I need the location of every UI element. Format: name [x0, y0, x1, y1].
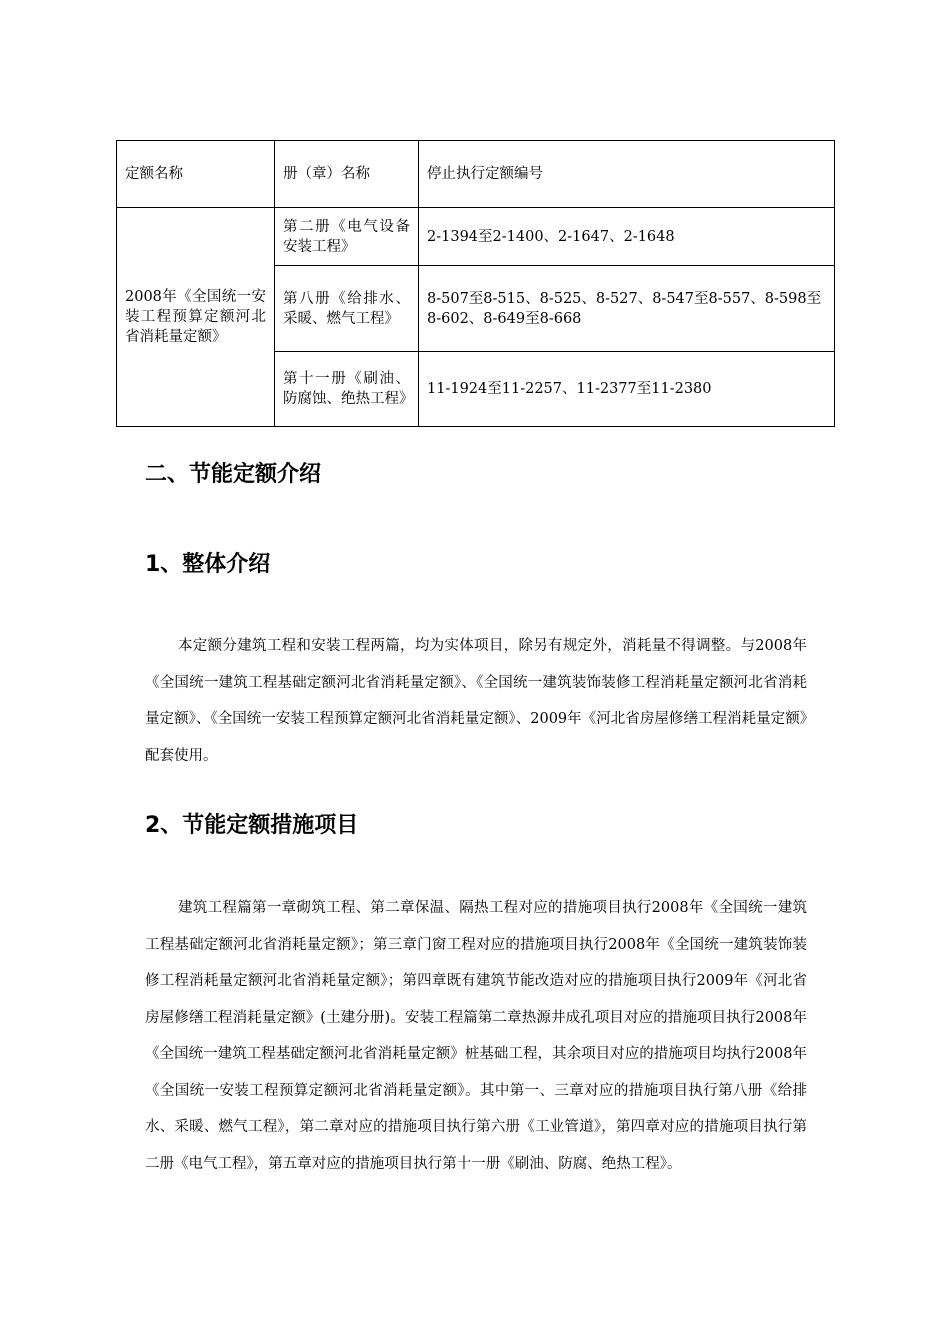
measures-paragraph: 建筑工程篇第一章砌筑工程、第二章保温、隔热工程对应的措施项目执行2008年《全国统一建筑工程基础定额河北省消耗量定额》；第三章门窗工程对应的措施项目执行2008年《全国统一建筑装饰装修工程消耗量定额河北省消耗量定额》；第四章既有建筑节能改造对应的措施项目执行2009年《河北省房屋修缮工程消耗量定额》(土建分册)。安装工程篇第二章热源井成孔项目对应的措施项目执行2008年《全国统一建筑工程基础定额河北省消耗量定额》桩基础工程，其余项目对应的措施项目均执行2008年《全国统一安装工程预算定额河北省消耗量定额》。其中第一、三章对应的措施项目执行第八册《给排水、采暖、燃气工程》，第二章对应的措施项目执行第六册《工业管道》，第四章对应的措施项目执行第二册《电气工程》，第五章对应的措施项目执行第十一册《刷油、防腐、绝热工程》。: [145, 900, 807, 1172]
volume-name: 第二册《电气设备安装工程》: [275, 208, 419, 266]
header-stopped-codes: 停止执行定额编号: [419, 141, 835, 208]
volume-name: 第十一册《刷油、防腐蚀、绝热工程》: [275, 352, 419, 427]
table-row: [117, 208, 835, 266]
quota-group-name: 2008年《全国统一安装工程预算定额河北省消耗量定额》: [117, 208, 275, 427]
header-volume-name: 册（章）名称: [275, 141, 419, 208]
stopped-quota-table: [116, 140, 835, 427]
volume-name: 第八册《给排水、采暖、燃气工程》: [275, 266, 419, 352]
stopped-codes: 11-1924至11-2257、11-2377至11-2380: [419, 352, 835, 427]
overview-paragraph: 本定额分建筑工程和安装工程两篇，均为实体项目，除另有规定外，消耗量不得调整。与2008年《全国统一建筑工程基础定额河北省消耗量定额》、《全国统一建筑装饰装修工程消耗量定额河北省消耗量定额》、《全国统一安装工程预算定额河北省消耗量定额》、2009年《河北省房屋修缮工程消耗量定额》配套使用。: [145, 638, 807, 764]
stopped-codes: 2-1394至2-1400、2-1647、2-1648: [419, 208, 835, 266]
table-header-row: [117, 141, 835, 208]
subsection-heading-overview: 1、整体介绍: [145, 552, 271, 577]
section-heading: 二、节能定额介绍: [145, 462, 322, 487]
header-quota-name: 定额名称: [117, 141, 275, 208]
stopped-codes: 8-507至8-515、8-525、8-527、8-547至8-557、8-598至8-602、8-649至8-668: [419, 266, 835, 352]
subsection-heading-measures: 2、节能定额措施项目: [145, 813, 359, 838]
